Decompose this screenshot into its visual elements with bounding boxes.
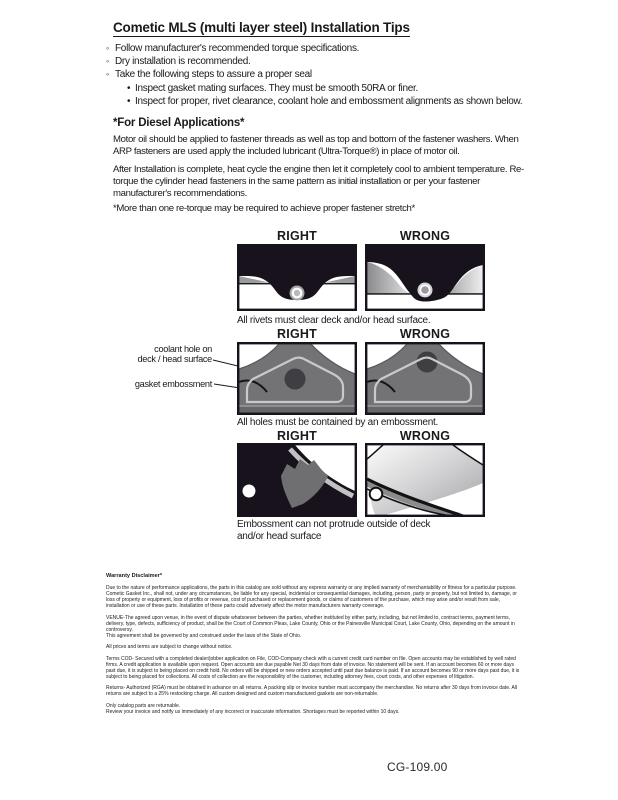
warranty-disclaimer — [106, 573, 520, 720]
list-item — [106, 55, 576, 68]
diagram-rivet-right — [237, 244, 357, 311]
list-item-text: Inspect for proper, rivet clearance, coolant hole and embossment alignments as shown below. — [135, 95, 523, 107]
wrong-label-pair3: WRONG — [399, 429, 451, 443]
diagram-embossment-wrong — [365, 342, 485, 415]
warranty-paragraph: All prices and terms are subject to change without notice. — [106, 644, 233, 650]
diagram-embossment-right — [237, 342, 357, 415]
diesel-applications-heading: *For Diesel Applications* — [113, 117, 245, 129]
bullet-icon: • — [127, 95, 131, 107]
caption-pair3: Embossment can not protrude outside of deck and/or head surface — [237, 519, 431, 542]
wrong-label-pair1: WRONG — [399, 229, 451, 243]
bullet-icon: ◦ — [106, 69, 109, 80]
coolant-hole-annotation: coolant hole on deck / head surface — [137, 344, 212, 365]
warranty-paragraph: Due to the nature of performance applications, the parts in this catalog are sold without any express warranty or any implied warranty of merchantability or fitness for a particular purpose. Cometic Gasket Inc., shall not, under any circumstances, be liable for any special, incidental or consequential damages, including, person, party or property, but not limited to, damage, or loss of property or equipment, loss of profits or revenue, cost of purchased or replacement goods, or claims of customers of the purchase, which may arise and/or result from sale, installation or use of these parts. Installation of these parts could adversely affect the motor manufacturers warranty coverage. — [106, 585, 517, 609]
warranty-paragraph: Only catalog parts are returnable. Review your invoice and notify us immediately of any incorrect or inaccurate information. Shortages must be reported within 10 days. — [106, 702, 400, 715]
diesel-paragraph-1: Motor oil should be applied to fastener threads as well as top and bottom of the fastener washers. When ARP fasteners are used apply the included lubricant (Ultra-Torque®) in place of motor oil. — [113, 134, 519, 158]
list-item — [127, 95, 576, 108]
right-label-pair2: RIGHT — [277, 327, 317, 341]
list-item-text: Dry installation is recommended. — [115, 56, 251, 68]
bullet-icon: • — [127, 82, 131, 94]
list-item — [106, 68, 576, 81]
diagram-rivet-wrong — [365, 244, 485, 311]
list-item — [127, 82, 576, 95]
warranty-paragraph: Returns- Authorized (RGA) must be obtained in advance on all returns. A packing slip or invoice number must accompany the merchandise. No returns after 30 days from invoice date. All returns are subject to a 25% restocking charge. All custom designed and custom manufactured gaskets are non-returnable. — [106, 685, 518, 697]
list-item-text: Follow manufacturer's recommended torque specifications. — [115, 43, 360, 54]
warranty-paragraph: VENUE-The agreed upon venue, in the event of dispute whatsoever between the parties, whether instituted by either party, including, but not limited to, contract terms, payment terms, delivery, type, defects, sufficiency of product, shall be the Court of Common Pleas, Lake County, Ohio or the Painesville Municipal Court, Lake County, Ohio, depending on the amount in controversy. This agreement shall be governed by and construed under the laws of the State of Ohio. — [106, 614, 515, 639]
retorque-note: *More than one re-torque may be required to achieve proper fastener stretch* — [113, 203, 415, 214]
gasket-embossment-annotation: gasket embossment — [134, 379, 212, 389]
list-item-text: Take the following steps to assure a proper seal — [115, 69, 312, 81]
warranty-paragraph: Terms COD- Secured with a completed dealer/jobber application on File, COD-Company check with a current credit card number on file. Open accounts may be established by well rated firms. A credit application is available upon request. Open accounts are due payable Net 30 days from date of invoice. No statement will be sent. If an account becomes 60 or more days past due, it is subject to being placed on credit hold. No orders will be shipped or new orders accepted until past due balance is paid. If an account becomes 90 or more days past due, it is subject to being placed for collections. All costs of collection are the responsibility of the customer, including attorney fees, court costs, and other expenses of litigation. — [106, 655, 520, 680]
caption-pair2: All holes must be contained by an embossment. — [237, 417, 439, 428]
warranty-heading: Warranty Disclaimer* — [106, 573, 163, 579]
page-title: Cometic MLS (multi layer steel) Installation Tips — [113, 20, 410, 35]
list-item — [106, 42, 576, 55]
diagram-protrusion-wrong — [365, 443, 485, 517]
wrong-label-pair2: WRONG — [399, 327, 451, 341]
right-label-pair1: RIGHT — [277, 229, 317, 243]
diagram-protrusion-right — [237, 443, 357, 517]
bullet-icon: ◦ — [106, 43, 109, 53]
page-code: CG-109.00 — [387, 760, 448, 774]
installation-tips-list — [106, 42, 576, 108]
list-item-text: Inspect gasket mating surfaces. They must be smooth 50RA or finer. — [135, 82, 418, 94]
bullet-icon: ◦ — [106, 56, 109, 67]
caption-pair1: All rivets must clear deck and/or head surface. — [237, 315, 431, 326]
right-label-pair3: RIGHT — [277, 429, 317, 443]
diesel-paragraph-2: After Installation is complete, heat cycle the engine then let it completely cool to ambient temperature. Re-torque the cylinder head fasteners in the same pattern as initial installation or per your fastener manufacturer's recommendations. — [113, 164, 524, 200]
